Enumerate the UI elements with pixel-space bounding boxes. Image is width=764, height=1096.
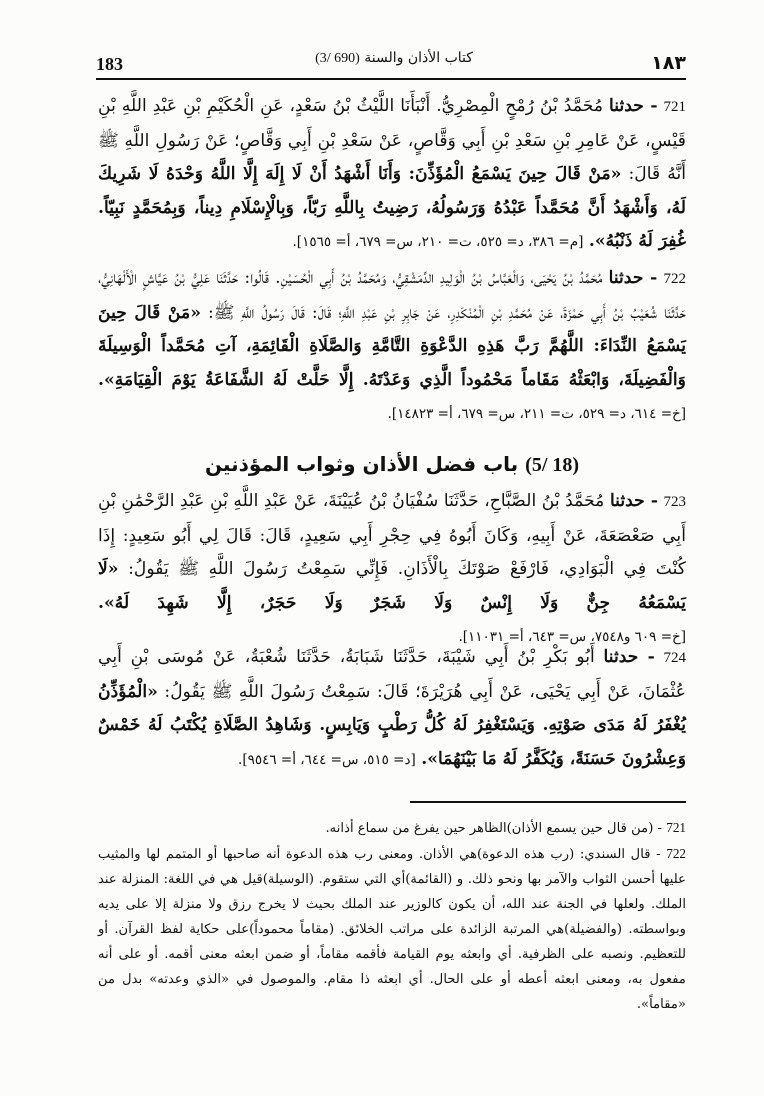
hadith-chain: أَبُو بَكْرِ بْنُ أَبِي شَيْبَةَ، حَدَّثَنَا شَبَابَةُ، حَدَّثَنَا شُعْبَةُ، عَنْ مُوسَى بْنِ أَبِي عُثْمَانَ، عَنْ أَبِي يَحْيَى، عَنْ أَبِي هُرَيْرَةَ؛ قَالَ: سَمِعْتُ رَسُولَ اللَّهِ ﷺ يَقُولُ: bbox=[98, 647, 686, 702]
footnotes bbox=[98, 815, 686, 1017]
hadith-number: 722 bbox=[663, 271, 686, 287]
hadith-chain: مُحَمَّدُ بْنُ يَحْيَى، وَالْعَبَّاسُ بْنُ الْوَلِيدِ الدِّمَشْقِيُّ، وَمُحَمَّدُ بْنُ أَبِي الْحُسَيْنِ. قَالُوا: حَدَّثَنَا عَلِيُّ بْنُ عَيَّاشٍ الْأَلْهَانِيُّ، حَدَّثَنَا شُعَيْبُ بْنُ أَبِي حَمْزَةَ، عَنْ مُحَمَّدِ بْنِ الْمُنْكَدِرِ، عَنْ جَابِرِ بْنِ عَبْدِ اللَّهِ؛ قَالَ: قَالَ رَسُولُ اللَّهِ ﷺ: bbox=[98, 268, 686, 323]
hadith-matn: «مَنْ قَالَ حِينَ يَسْمَعُ الْمُؤَذِّنَ: وَأَنَا أَشْهَدُ أَنْ لَا إِلَهَ إِلَّا اللَّهُ وَحْدَهُ لَا شَرِيكَ لَهُ، وَأَشْهَدُ أَنَّ مُحَمَّداً عَبْدُهُ وَرَسُولُهُ، رَضِيتُ بِاللَّهِ رَبّاً، وَبِالْإِسْلَامِ دِيناً، وَبِمُحَمَّدٍ نَبِيّاً. غُفِرَ لَهُ ذَنْبُهُ». bbox=[98, 164, 686, 251]
hadith-matn: «لَا يَسْمَعُهُ جِنٌّ وَلَا إِنْسٌ وَلَا شَجَرٌ وَلَا حَجَرٌ، إِلَّا شَهِدَ لَهُ». bbox=[98, 559, 686, 613]
hadith-721 bbox=[98, 90, 686, 260]
running-header bbox=[96, 48, 686, 78]
hadith-723 bbox=[98, 485, 686, 655]
hadith-number: 724 bbox=[663, 650, 686, 666]
hadith-722 bbox=[98, 262, 686, 432]
footnote-text: - قال السندي: (رب هذه الدعوة)هي الأذان. ومعنى رب هذه الدعوة أنه صاحبها أو المتمم لها والمثيب عليها أحسن الثواب والآمر بها ونحو ذلك. و (القائمة)أي التي ستقوم. (الوسيلة)قيل هي في اللغة: المنزلة عند الملك. ولعلها في الجنة عند الله، أن يكون كالوزير عند الملك بحيث لا يخرج رزق ولا منزلة إلا على يديه وبواسطته. (والفضيلة)هي المرتبة الزائدة على مراتب الخلائق. (مقاماً محموداً)على حكاية لفظ القرآن. أو للتعظيم. ونصبه على الظرفية. أي وابعثه يوم القيامة فأقمه مقاماً، أو ضمن ابعثه معنى أقمه. أو على أنه مفعول به، ومعنى ابعثه أعطه أو على الحال. أي ابعثه ذا مقام. والموصول في «الذي وعدته» بدل من «مقاماً». bbox=[98, 847, 686, 1012]
volume-ref: (3/ 690) bbox=[315, 51, 360, 66]
hadith-paragraph bbox=[98, 485, 686, 655]
hadith-lead: - حدثنا bbox=[608, 268, 658, 288]
hadith-matn: «مَنْ قَالَ حِينَ يَسْمَعُ النِّدَاءَ: اللَّهُمَّ رَبَّ هَذِهِ الدَّعْوَةِ التَّامَّةِ وَالصَّلَاةِ الْقَائِمَةِ، آتِ مُحَمَّداً الْوَسِيلَةَ وَالْفَضِيلَةَ، وَابْعَثْهُ مَقَاماً مَحْمُوداً الَّذِي وَعَدْتَهُ. إِلَّا حَلَّتْ لَهُ الشَّفَاعَةُ يَوْمَ الْقِيَامَةِ». bbox=[98, 302, 686, 390]
page-number-latin: 183 bbox=[96, 54, 123, 74]
hadith-reference: [خ= ٦١٤، د= ٥٢٩، ت= ٢١١، س= ٦٧٩، أ= ١٤٨٢٣]. bbox=[387, 406, 686, 422]
header-title bbox=[96, 50, 686, 67]
footnote-number: 722 bbox=[666, 846, 686, 861]
hadith-number: 721 bbox=[663, 99, 686, 115]
footnote-number: 721 bbox=[666, 820, 686, 835]
footnote-separator bbox=[410, 801, 686, 803]
hadith-chain: مُحَمَّدُ بْنُ رُمْحٍ الْمِصْرِيُّ. أَنْبَأَنَا اللَّيْثُ بْنُ سَعْدٍ، عَنِ الْحُكَيْمِ بْنِ عَبْدِ اللَّهِ بْنِ قَيْسٍ، عَنْ عَامِرِ بْنِ سَعْدِ بْنِ أَبِي وَقَّاصٍ، عَنْ سَعْدِ بْنِ أَبِي وَقَّاصٍ؛ عَنْ رَسُولِ اللَّهِ ﷺ أَنَّهُ قَالَ: bbox=[98, 96, 686, 184]
header-rule bbox=[96, 78, 686, 80]
hadith-reference: [م= ٣٨٦، د= ٥٢٥، ت= ٢١٠، س= ٦٧٩، أ= ١٥٦٥]. bbox=[292, 234, 584, 250]
footnote-721 bbox=[98, 815, 686, 841]
hadith-reference: [د= ٥١٥، س= ٦٤٤، أ= ٩٥٤٦]. bbox=[238, 751, 416, 768]
footnote-722 bbox=[98, 841, 686, 1017]
hadith-number: 723 bbox=[663, 494, 686, 510]
hadith-lead: - حدثنا bbox=[609, 96, 658, 116]
chapter-number: (5/ 18) bbox=[525, 454, 580, 476]
book-title: كتاب الأذان والسنة bbox=[364, 50, 473, 66]
hadith-chain: مُحَمَّدُ بْنُ الصَّبَّاحِ، حَدَّثَنَا سُفْيَانُ بْنُ عُيَيْنَةَ، عَنْ عَبْدِ اللَّهِ بْنِ عَبْدِ الرَّحْمَٰنِ بْنِ أَبِي صَعْصَعَةَ، عَنْ أَبِيهِ، وَكَانَ أَبُوهُ فِي حِجْرِ أَبِي سَعِيدٍ، قَالَ: قَالَ لِي أَبُو سَعِيدٍ: إِذَا كُنْتَ فِي الْبَوَادِي، فَارْفَعْ صَوْتَكَ بِالْأَذَانِ. فَإِنِّي سَمِعْتُ رَسُولَ اللَّهِ ﷺ يَقُولُ: bbox=[98, 491, 686, 579]
hadith-paragraph bbox=[98, 641, 686, 777]
hadith-lead: - حدثنا bbox=[609, 491, 658, 511]
page-number-arabic: ١٨٣ bbox=[651, 52, 686, 74]
hadith-paragraph bbox=[98, 90, 686, 260]
hadith-724 bbox=[98, 641, 686, 777]
chapter-heading: باب فضل الأذان وثواب المؤذنين bbox=[204, 452, 519, 476]
hadith-paragraph bbox=[98, 262, 686, 432]
hadith-lead: - حدثنا bbox=[603, 647, 655, 667]
chapter-title bbox=[98, 452, 686, 477]
hadith-matn: «الْمُؤَذِّنُ يُغْفَرُ لَهُ مَدَى صَوْتِهِ. وَيَسْتَغْفِرُ لَهُ كُلُّ رَطْبٍ وَيَابِسٍ. وَشَاهِدُ الصَّلَاةِ يُكْتَبُ لَهُ خَمْسٌ وَعِشْرُونَ حَسَنَةً، وَيُكَفَّرُ لَهُ مَا بَيْنَهُمَا». bbox=[98, 681, 686, 769]
footnote-text: - (من قال حين يسمع الأذان)الظاهر حين يفرغ من سماع أذانه. bbox=[325, 821, 663, 836]
hadith-reference: [خ= ٦٠٩ و٧٥٤٨، س= ٦٤٣، أ= ١١٠٣١]. bbox=[458, 629, 686, 645]
